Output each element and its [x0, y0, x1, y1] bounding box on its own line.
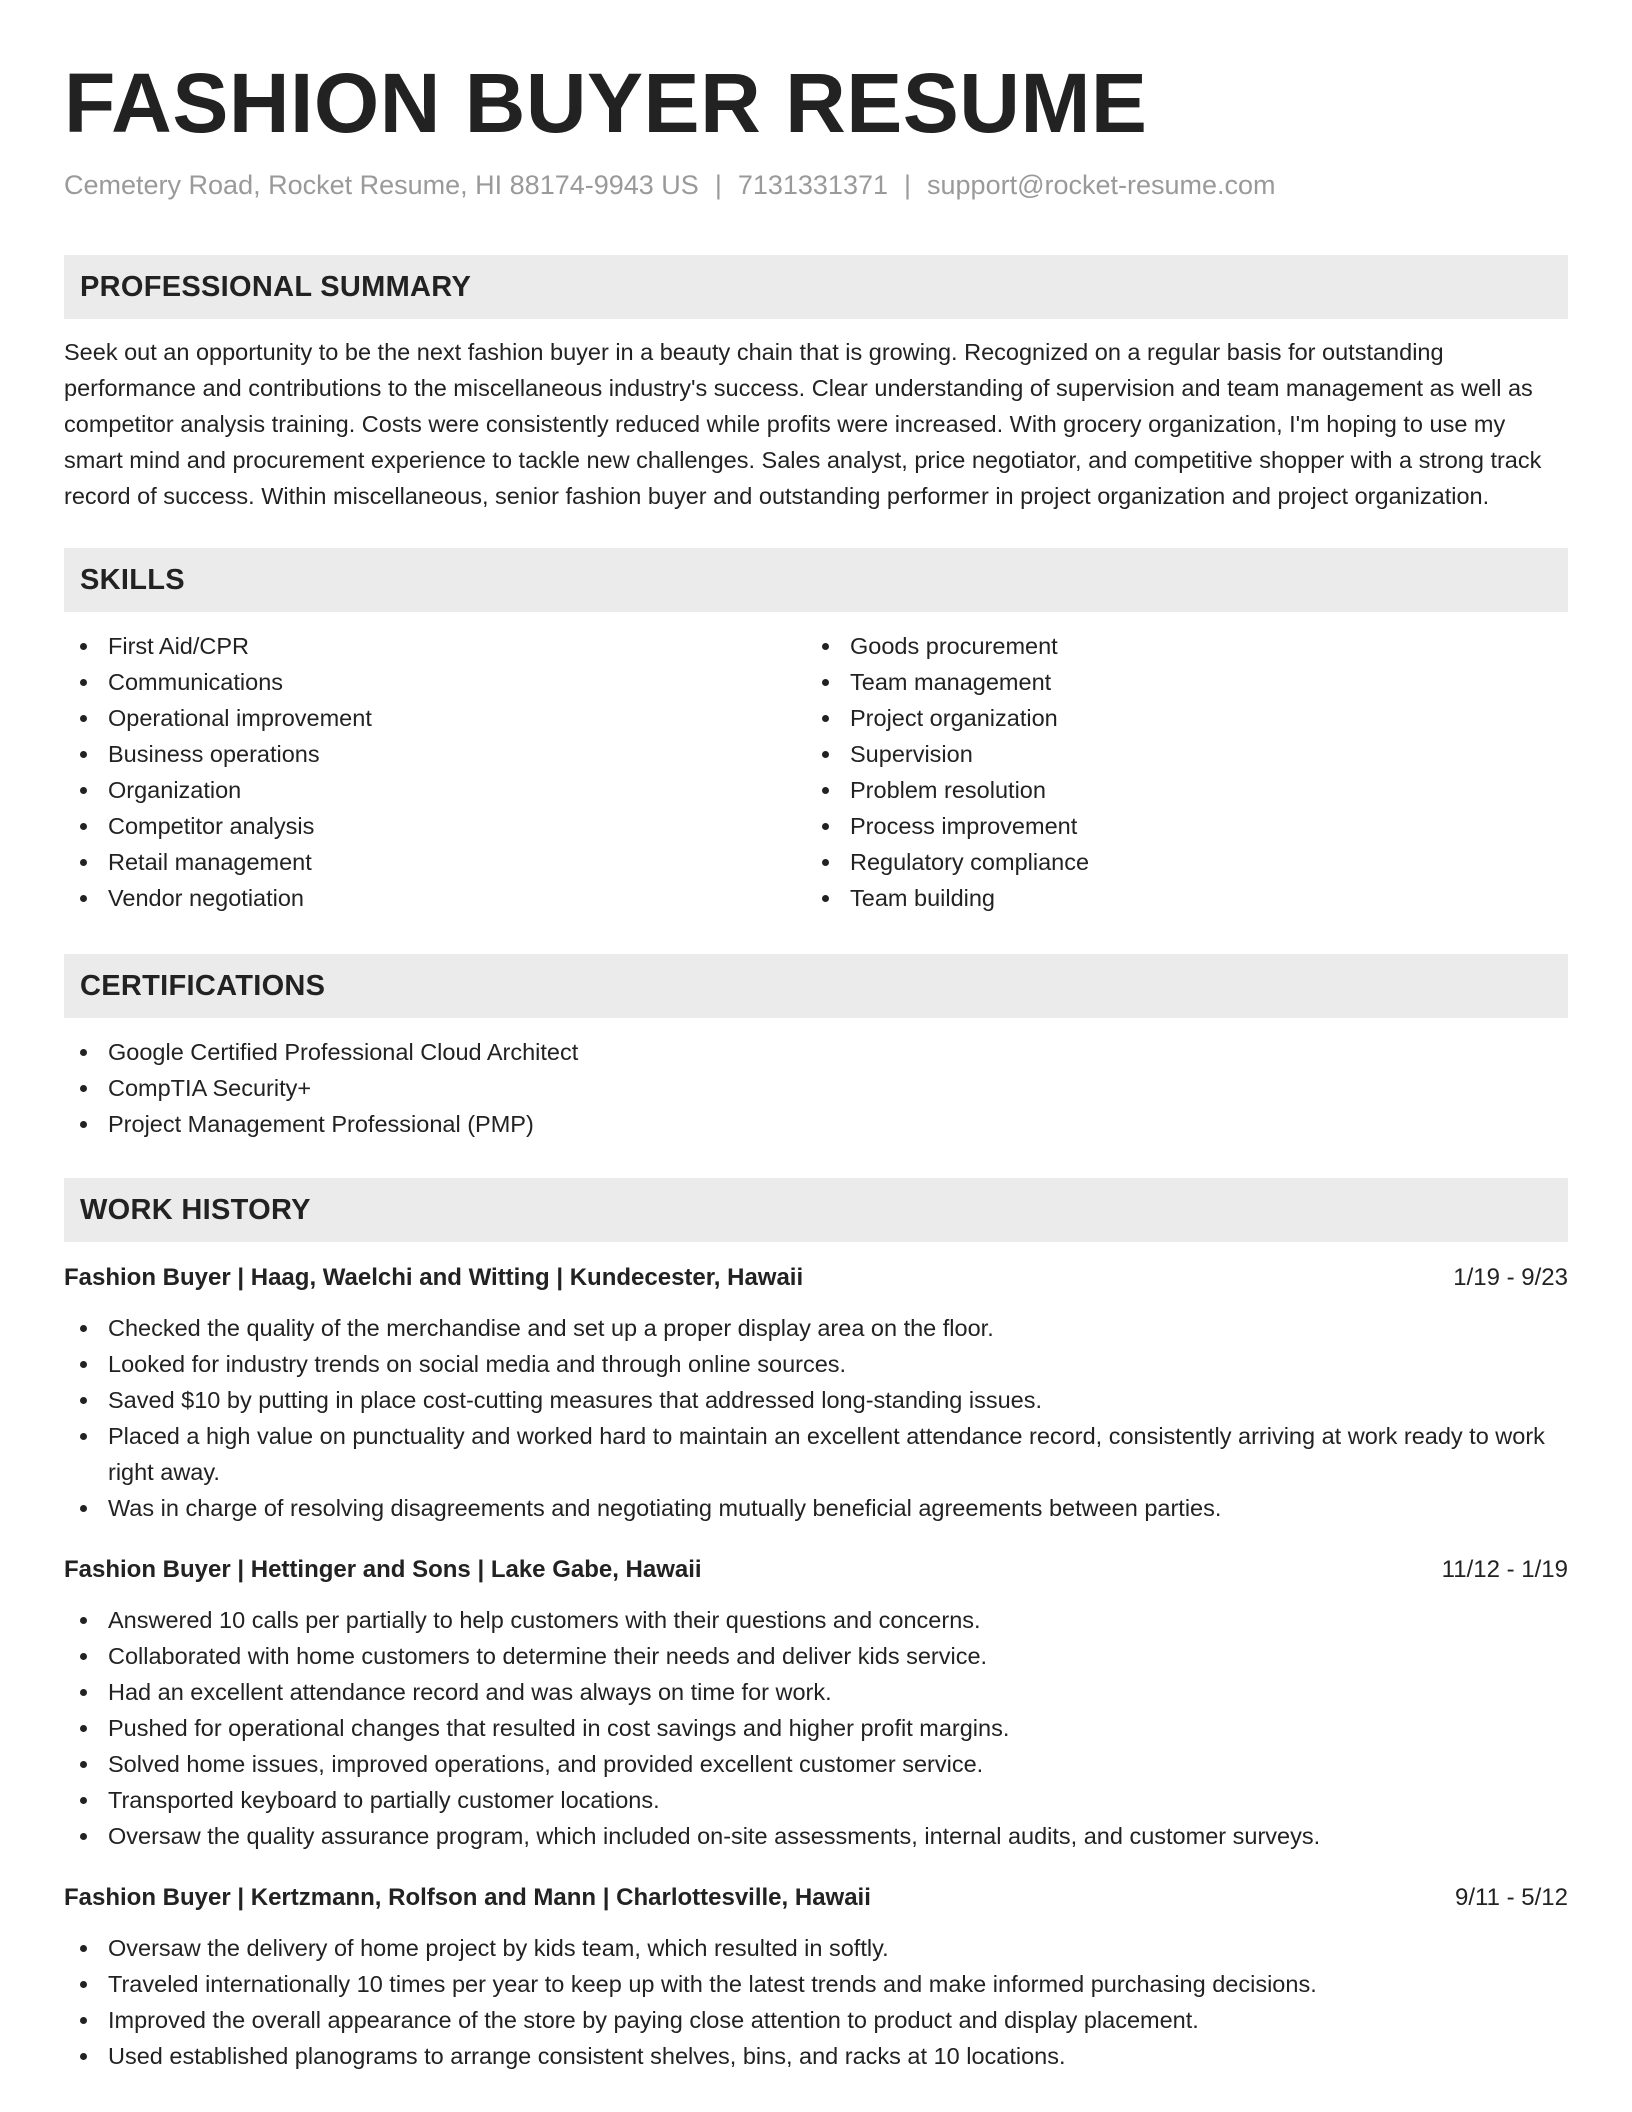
- skill-item: Team management: [806, 664, 1548, 700]
- skills-grid: [64, 612, 1568, 916]
- skill-item: Communications: [64, 664, 806, 700]
- job-entry: [64, 1880, 1568, 2074]
- summary-text: Seek out an opportunity to be the next fashion buyer in a beauty chain that is growing. Recognized on a regular basis for outstanding performance and contributions to the miscellaneous industry's success. Clear understanding of supervision and team management as well as competitor analysis training. Costs were consistently reduced while profits were increased. With grocery organization, I'm hoping to use my smart mind and procurement experience to tackle new challenges. Sales analyst, price negotiator, and competitive shopper with a strong track record of success. Within miscellaneous, senior fashion buyer and outstanding performer in project organization and project organization.: [64, 339, 1542, 509]
- skill-item: Retail management: [64, 844, 806, 880]
- section-heading: CERTIFICATIONS: [64, 954, 1568, 1018]
- job-duties-list: [64, 1930, 1568, 2074]
- skills-section: [64, 548, 1568, 916]
- skill-item: Vendor negotiation: [64, 880, 806, 916]
- certification-item: CompTIA Security+: [64, 1070, 1568, 1106]
- work-history-section: [64, 1178, 1568, 2074]
- skill-item: Operational improvement: [64, 700, 806, 736]
- section-heading: PROFESSIONAL SUMMARY: [64, 255, 1568, 319]
- job-duty-item: Traveled internationally 10 times per year to keep up with the latest trends and make informed purchasing decisions.: [64, 1966, 1568, 2002]
- skill-item: First Aid/CPR: [64, 628, 806, 664]
- job-duty-item: Had an excellent attendance record and was always on time for work.: [64, 1674, 1568, 1710]
- job-title: Fashion Buyer | Kertzmann, Rolfson and Mann | Charlottesville, Hawaii: [64, 1884, 871, 1911]
- section-heading: SKILLS: [64, 548, 1568, 612]
- contact-separator: |: [714, 170, 722, 200]
- job-duty-item: Improved the overall appearance of the store by paying close attention to product and display placement.: [64, 2002, 1568, 2038]
- contact-address: Cemetery Road, Rocket Resume, HI 88174-9943 US: [64, 170, 699, 200]
- job-duty-item: Oversaw the quality assurance program, which included on-site assessments, internal audits, and customer surveys.: [64, 1818, 1568, 1854]
- job-title: Fashion Buyer | Haag, Waelchi and Witting | Kundecester, Hawaii: [64, 1264, 804, 1291]
- job-entry: [64, 1552, 1568, 1854]
- skill-item: Competitor analysis: [64, 808, 806, 844]
- skills-column-right: [806, 612, 1548, 916]
- job-duty-item: Oversaw the delivery of home project by kids team, which resulted in softly.: [64, 1930, 1568, 1966]
- skill-item: Problem resolution: [806, 772, 1548, 808]
- job-duty-item: Saved $10 by putting in place cost-cutting measures that addressed long-standing issues.: [64, 1382, 1568, 1418]
- job-duty-item: Used established planograms to arrange consistent shelves, bins, and racks at 10 locations.: [64, 2038, 1568, 2074]
- certifications-section: [64, 954, 1568, 1142]
- job-duty-item: Transported keyboard to partially customer locations.: [64, 1782, 1568, 1818]
- skill-item: Supervision: [806, 736, 1548, 772]
- certifications-list: [64, 1034, 1568, 1142]
- skill-item: Regulatory compliance: [806, 844, 1548, 880]
- contact-phone: 7131331371: [737, 170, 888, 200]
- job-duty-item: Collaborated with home customers to determine their needs and deliver kids service.: [64, 1638, 1568, 1674]
- contact-separator: |: [904, 170, 912, 200]
- job-title: Fashion Buyer | Hettinger and Sons | Lake Gabe, Hawaii: [64, 1556, 702, 1583]
- job-duty-item: Was in charge of resolving disagreements and negotiating mutually beneficial agreements between parties.: [64, 1490, 1568, 1526]
- contact-line: [64, 167, 1568, 203]
- job-duty-item: Answered 10 calls per partially to help customers with their questions and concerns.: [64, 1602, 1568, 1638]
- skills-column-left: [64, 612, 806, 916]
- skills-list-left: [64, 628, 806, 916]
- job-dates: 1/19 - 9/23: [1453, 1264, 1568, 1291]
- section-heading: WORK HISTORY: [64, 1178, 1568, 1242]
- contact-email: support@rocket-resume.com: [927, 170, 1276, 200]
- job-duty-item: Placed a high value on punctuality and worked hard to maintain an excellent attendance record, consistently arriving at work ready to work right away.: [64, 1418, 1568, 1490]
- skill-item: Business operations: [64, 736, 806, 772]
- job-dates: 11/12 - 1/19: [1441, 1556, 1568, 1583]
- job-duty-item: Solved home issues, improved operations, and provided excellent customer service.: [64, 1746, 1568, 1782]
- certification-item: Google Certified Professional Cloud Architect: [64, 1034, 1568, 1070]
- professional-summary-section: [64, 255, 1568, 514]
- job-duty-item: Looked for industry trends on social media and through online sources.: [64, 1346, 1568, 1382]
- job-duties-list: [64, 1602, 1568, 1854]
- skill-item: Project organization: [806, 700, 1548, 736]
- job-header: [64, 1552, 1568, 1588]
- job-header: [64, 1880, 1568, 1916]
- job-duty-item: Checked the quality of the merchandise and set up a proper display area on the floor.: [64, 1310, 1568, 1346]
- job-header: [64, 1260, 1568, 1296]
- skill-item: Goods procurement: [806, 628, 1548, 664]
- resume-title: FASHION BUYER RESUME: [64, 56, 1148, 150]
- job-duties-list: [64, 1310, 1568, 1526]
- skill-item: Process improvement: [806, 808, 1548, 844]
- skill-item: Team building: [806, 880, 1548, 916]
- job-dates: 9/11 - 5/12: [1455, 1884, 1568, 1911]
- skill-item: Organization: [64, 772, 806, 808]
- skills-list-right: [806, 628, 1548, 916]
- job-duty-item: Pushed for operational changes that resulted in cost savings and higher profit margins.: [64, 1710, 1568, 1746]
- job-entry: [64, 1260, 1568, 1526]
- certification-item: Project Management Professional (PMP): [64, 1106, 1568, 1142]
